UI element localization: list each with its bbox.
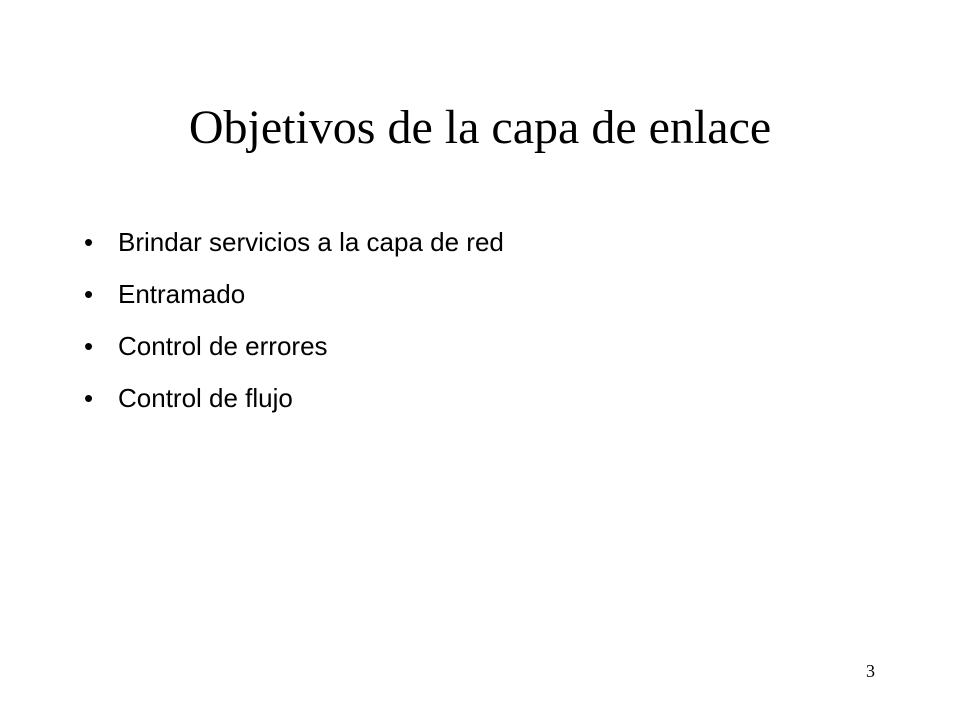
page-number: 3 [866, 661, 875, 681]
bullet-text: Control de errores [118, 331, 328, 361]
bullet-item [84, 268, 504, 320]
bullet-text: Entramado [118, 279, 246, 309]
bullet-text: Brindar servicios a la capa de red [118, 227, 504, 257]
slide-title: Objetivos de la capa de enlace [188, 101, 772, 154]
bullet-item [84, 320, 504, 372]
bullet-icon: • [84, 227, 94, 257]
bullet-text: Control de flujo [118, 383, 293, 413]
bullet-item [84, 216, 504, 268]
bullet-icon: • [84, 383, 94, 413]
bullet-item [84, 372, 504, 424]
bullet-icon: • [84, 279, 94, 309]
bullet-list [84, 216, 504, 424]
bullet-icon: • [84, 331, 94, 361]
